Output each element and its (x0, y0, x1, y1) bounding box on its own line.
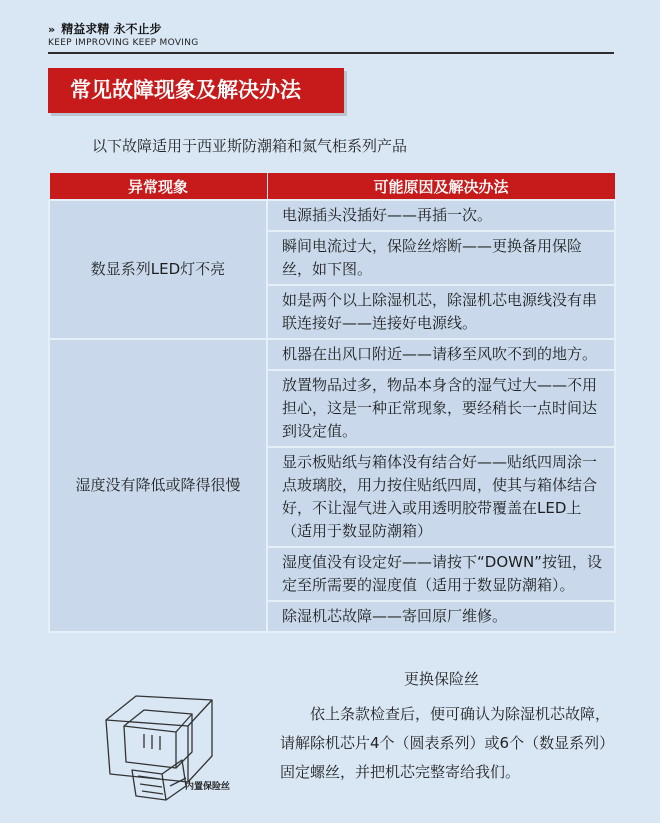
solution-cell: 如是两个以上除湿机芯，除湿机芯电源线没有串联连接好——连接好电源线。 (267, 285, 615, 339)
solution-cell: 湿度值没有设定好——请按下“DOWN”按钮，设定至所需要的湿度值（适用于数显防潮箱）。 (267, 547, 615, 601)
header-divider (48, 52, 614, 54)
solution-cell: 除湿机芯故障——寄回原厂维修。 (267, 601, 615, 632)
section-title: 常见故障现象及解决办法 (48, 68, 344, 113)
intro-text: 以下故障适用于西亚斯防潮箱和氮气柜系列产品 (92, 137, 408, 155)
page-header (48, 22, 199, 49)
fuse-image-label: 内置保险丝 (185, 782, 231, 792)
fuse-section-title: 更换保险丝 (404, 670, 480, 688)
solution-cell: 电源插头没插好——再插一次。 (267, 200, 615, 231)
solution-cell: 放置物品过多，物品本身含的湿气过大——不用担心，这是一种正常现象，要经稍长一点时间达到设定值。 (267, 370, 615, 447)
header-symptom: 异常现象 (49, 173, 267, 201)
double-chevron-icon: » (48, 23, 56, 36)
solution-cell: 显示板贴纸与箱体没有结合好——贴纸四周涂一点玻璃胶，用力按住贴纸四周，使其与箱体结合好，不让湿气进入或用透明胶带覆盖在LED上（适用于数显防潮箱） (267, 447, 615, 547)
header-slogan-text: 精益求精 永不止步 (61, 22, 162, 36)
table-row (49, 200, 615, 231)
header-slogan (48, 22, 199, 37)
solution-cell: 瞬间电流过大，保险丝熔断——更换备用保险丝，如下图。 (267, 231, 615, 285)
header-slogan-en: KEEP IMPROVING KEEP MOVING (48, 38, 199, 48)
symptom-cell: 湿度没有降低或降得很慢 (49, 339, 267, 632)
solution-cell: 机器在出风口附近——请移至风吹不到的地方。 (267, 339, 615, 370)
table-row (49, 339, 615, 370)
symptom-cell: 数显系列LED灯不亮 (49, 200, 267, 339)
fuse-instructions: 依上条款检查后，便可确认为除湿机芯故障，请解除机芯片4个（圆表系列）或6个（数显系列）固定螺丝，并把机芯完整寄给我们。 (280, 705, 611, 781)
fault-table (48, 172, 616, 633)
header-solution: 可能原因及解决办法 (267, 173, 615, 201)
table-header-row (49, 173, 615, 201)
